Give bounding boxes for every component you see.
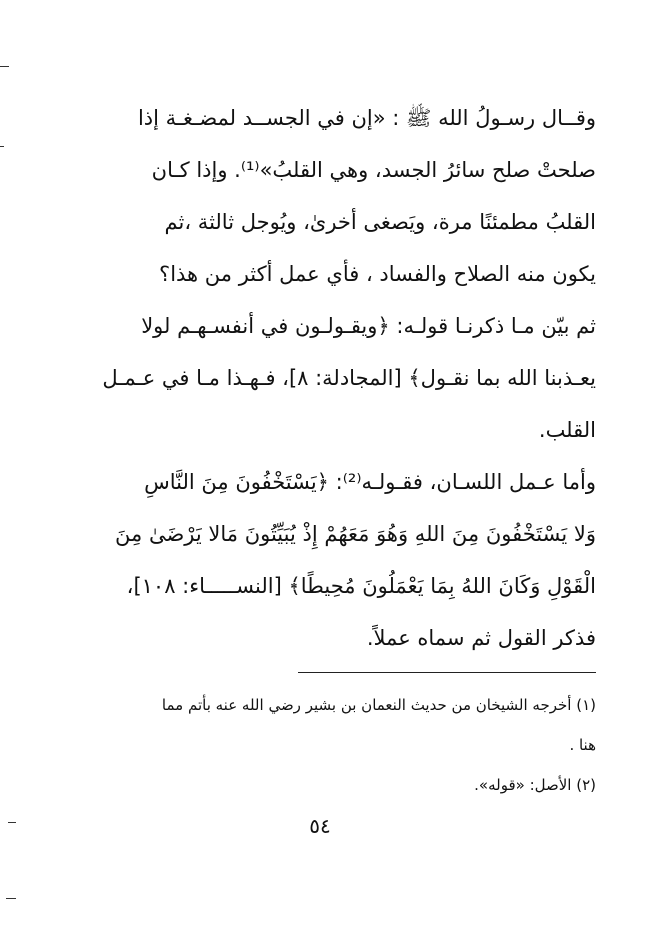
text-line: القلبُ مطمئنًا مرة، ويَصغى أخرىٰ، ويُوجل ثالثة ،ثم (164, 210, 596, 234)
margin-mark-top (0, 66, 9, 67)
page-number: ٥٤ (309, 814, 331, 838)
margin-mark-lower (8, 822, 16, 823)
margin-mark-left (0, 146, 4, 147)
footnote-1: (١) أخرجه الشيخان من حديث النعمان بن بشير رضي الله عنه بأتم مما (161, 696, 596, 714)
text-line: فذكر القول ثم سماه عملاً. (366, 626, 596, 650)
margin-mark-bottom (6, 898, 16, 899)
paragraph-tongue (40, 456, 596, 664)
paragraph-mujadila (40, 300, 596, 456)
footnote-2: (٢) الأصل: «قوله». (474, 776, 596, 794)
text-line: يعـذبنا الله بما نقـول﴾ [المجادلة: ٨]، فـهـذا مـا في عـمـل (102, 366, 596, 390)
text-line: وقــال رسـولُ الله ﷺ : «إن في الجســد لمضـغـة إذا (137, 106, 596, 130)
text-line: القلب. (538, 418, 596, 442)
text-line: يكون منه الصلاح والفساد ، فأي عمل أكثر من هذا؟ (159, 262, 596, 286)
text-line: وَلا يَسْتَخْفُونَ مِنَ اللهِ وَهُوَ مَعَهُمْ إِذْ يُبَيِّتُونَ مَالا يَرْضَىٰ مِنَ (115, 522, 596, 546)
paragraph-heart (40, 92, 596, 300)
text-line: وأما عـمل اللسـان، فقـولـه⁽²⁾: ﴿يَسْتَخْفُونَ مِنَ النَّاسِ (144, 470, 596, 494)
text-line: صلحتْ صلح سائرُ الجسد، وهي القلبُ»⁽¹⁾. وإذا كـان (151, 158, 596, 182)
footnote-1-continued: هنا . (569, 736, 596, 754)
footnotes (40, 685, 596, 805)
text-line: الْقَوْلِ وَكَانَ اللهُ بِمَا يَعْمَلُونَ مُحِيطًا﴾ [النســـــاء: ١٠٨]، (126, 574, 596, 598)
footnote-divider (298, 672, 596, 673)
text-line: ثم بيّن مـا ذكرنـا قولـه: ﴿ويقـولـون في أنفسـهـم لولا (141, 314, 596, 338)
